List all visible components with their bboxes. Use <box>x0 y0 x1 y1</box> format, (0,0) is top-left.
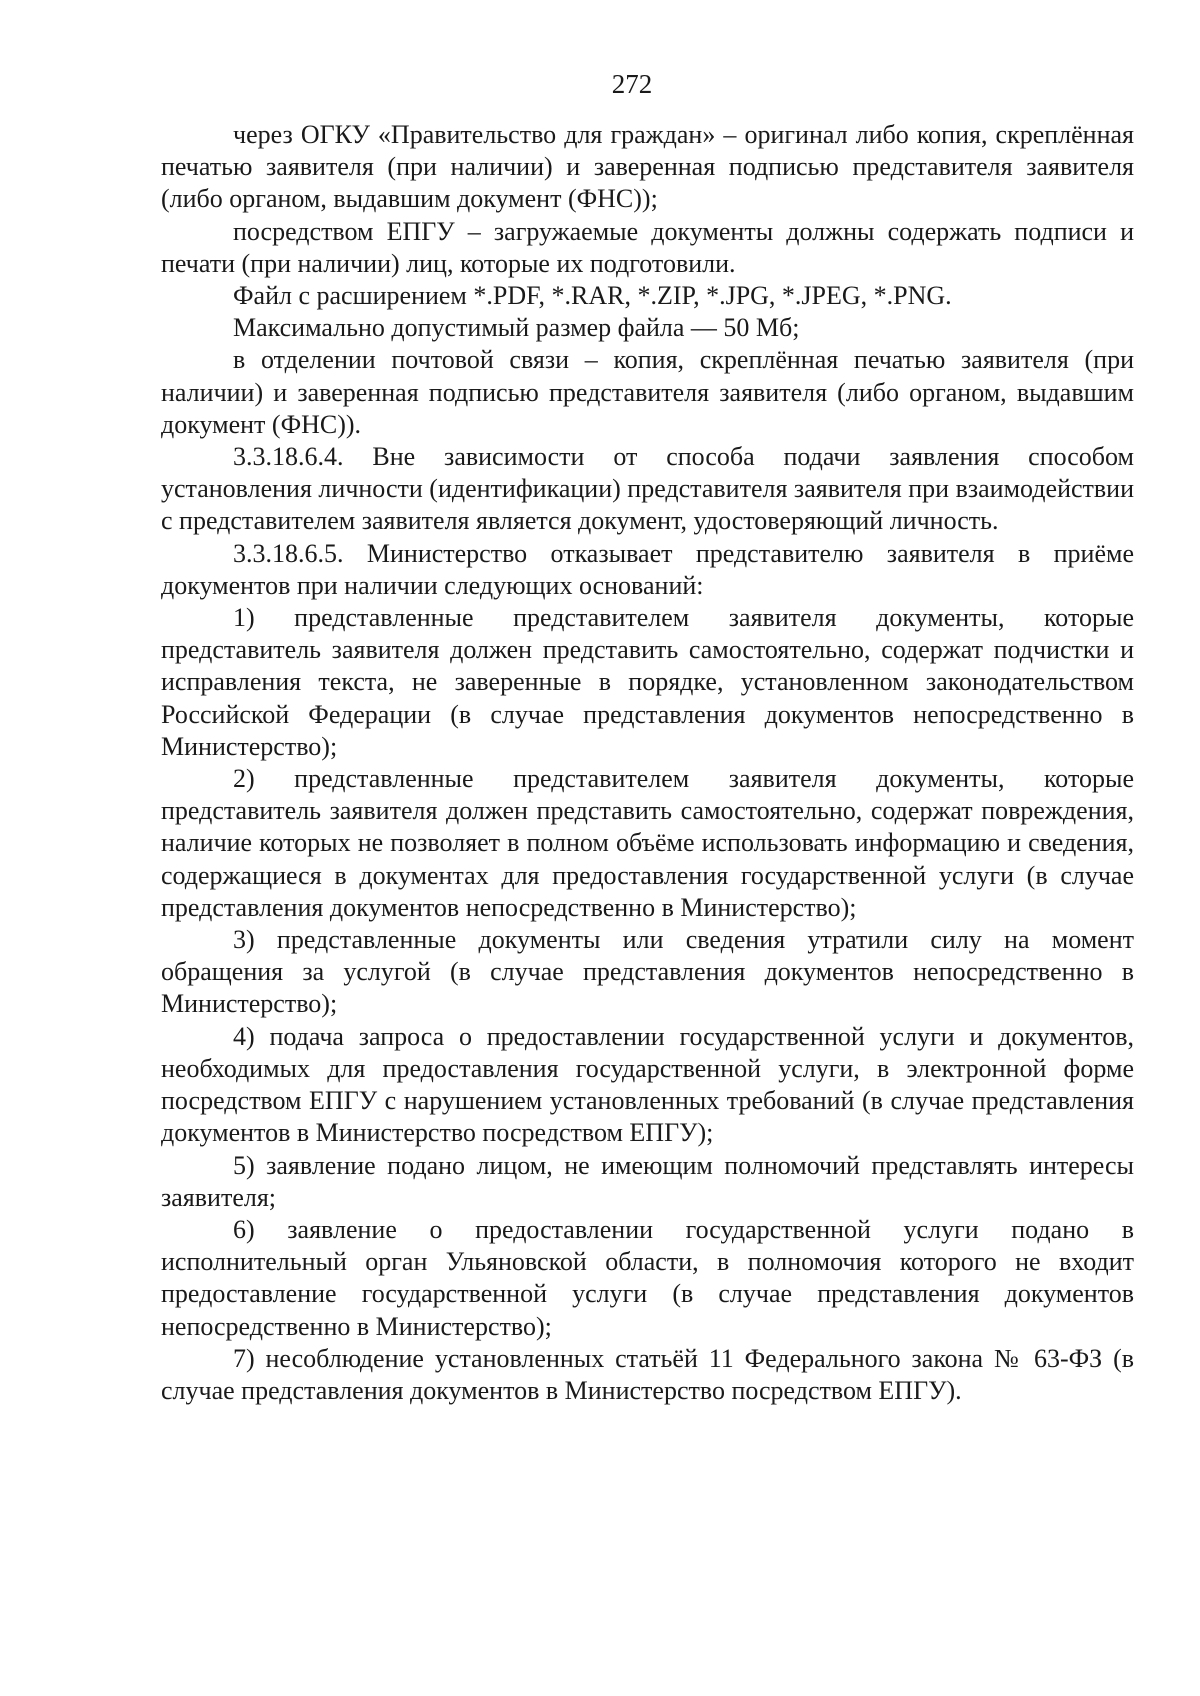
list-item-3: 3) представленные документы или сведения утратили силу на момент обращения за услугой (в случае представления документов непосредственно в Министерство); <box>161 925 1134 1019</box>
list-item-2: 2) представленные представителем заявителя документы, которые представитель заявителя должен представить самостоятельно, содержат повреждения, наличие которых не позволяет в полном объёме использовать информацию и сведения, содержащиеся в документах для предоставления государственной услуги (в случае представления документов непосредственно в Министерство); <box>161 764 1134 922</box>
paragraph-epgu: посредством ЕПГУ – загружаемые документы должны содержать подписи и печати (при наличии) лиц, которые их подготовили. <box>161 216 1134 278</box>
paragraph-ogku: через ОГКУ «Правительство для граждан» – оригинал либо копия, скреплённая печатью заявителя (при наличии) и заверенная подписью представителя заявителя (либо органом, выдавшим документ (ФНС)); <box>161 120 1134 214</box>
document-body <box>161 119 1134 1407</box>
list-item-4: 4) подача запроса о предоставлении государственной услуги и документов, необходимых для предоставления государственной услуги, в электронной форме посредством ЕПГУ с нарушением установленных требований (в случае представления документов в Министерство посредством ЕПГУ); <box>161 1021 1134 1148</box>
page-number: 272 <box>611 69 653 99</box>
list-item-6: 6) заявление о предоставлении государственной услуги подано в исполнительный орган Ульяновской области, в полномочия которого не входит предоставление государственной услуги (в случае представления документов непосредственно в Министерство); <box>161 1214 1134 1341</box>
list-item-5: 5) заявление подано лицом, не имеющим полномочий представлять интересы заявителя; <box>161 1150 1134 1212</box>
list-item-7: 7) несоблюдение установленных статьёй 11 Федерального закона № 63-ФЗ (в случае представления документов в Министерство посредством ЕПГУ). <box>161 1343 1134 1405</box>
paragraph-file-extensions: Файл с расширением *.PDF, *.RAR, *.ZIP, *.JPG, *.JPEG, *.PNG. <box>233 281 952 311</box>
paragraph-3-3-18-6-5: 3.3.18.6.5. Министерство отказывает представителю заявителя в приёме документов при наличии следующих оснований: <box>161 538 1134 600</box>
list-item-1: 1) представленные представителем заявителя документы, которые представитель заявителя должен представить самостоятельно, содержат подчистки и исправления текста, не заверенные в порядке, установленном законодательством Российской Федерации (в случае представления документов непосредственно в Министерство); <box>161 603 1134 761</box>
paragraph-3-3-18-6-4: 3.3.18.6.4. Вне зависимости от способа подачи заявления способом установления личности (идентификации) представителя заявителя при взаимодействии с представителем заявителя является документ, удостоверяющий личность. <box>161 442 1134 536</box>
paragraph-max-file-size: Максимально допустимый размер файла — 50 Мб; <box>233 313 800 343</box>
paragraph-post-office: в отделении почтовой связи – копия, скреплённая печатью заявителя (при наличии) и заверенная подписью представителя заявителя (либо органом, выдавшим документ (ФНС)). <box>161 345 1134 439</box>
